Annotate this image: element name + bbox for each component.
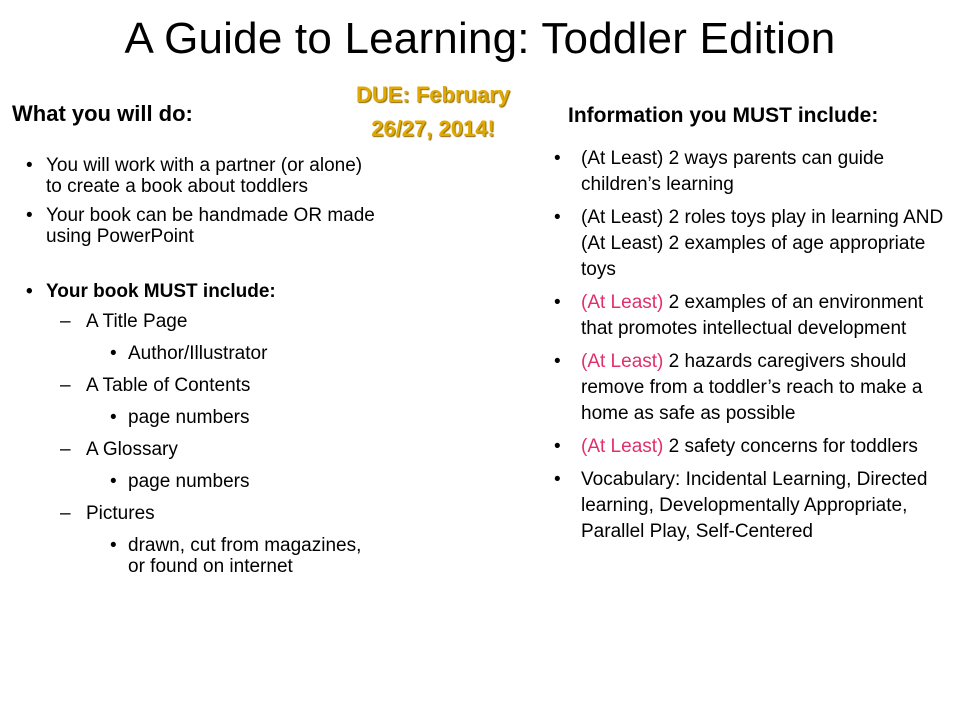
right-column-body — [552, 146, 947, 552]
info-item-prefix: (At Least) — [581, 292, 664, 313]
info-item-text: 2 examples of an environment that promotes intellectual development — [581, 292, 924, 339]
must-include-subitem: • page numbers — [26, 407, 376, 428]
info-item-text: (At Least) 2 roles toys play in learning AND (At Least) 2 examples of age appropriate toys — [581, 207, 944, 280]
info-item-highlighted — [552, 434, 947, 460]
list-item-must-include: • Your book MUST include: — [26, 281, 376, 302]
due-date-line-1: DUE: February — [355, 82, 511, 107]
must-include-item: – A Title Page — [26, 311, 376, 332]
info-item-text: (At Least) 2 ways parents can guide children’s learning — [581, 148, 885, 195]
must-include-subitem: • Author/Illustrator — [26, 343, 376, 364]
info-item — [552, 205, 947, 283]
info-item-text: 2 safety concerns for toddlers — [663, 436, 918, 457]
slide-title: A Guide to Learning: Toddler Edition — [124, 14, 836, 63]
list-item: • Your book can be handmade OR made using PowerPoint — [26, 205, 376, 247]
info-item-highlighted — [552, 349, 947, 427]
right-column-heading: Information you MUST include: — [568, 104, 879, 127]
must-include-item: – Pictures — [26, 503, 376, 524]
left-column-body — [26, 155, 376, 577]
info-item-text: 2 hazards caregivers should remove from a toddler’s reach to make a home as safe as possible — [581, 351, 923, 424]
info-item-prefix: (At Least) — [581, 436, 664, 457]
info-item-highlighted — [552, 290, 947, 342]
must-include-list — [26, 311, 376, 577]
must-include-item: – A Glossary — [26, 439, 376, 460]
info-item — [552, 146, 947, 198]
list-item: • You will work with a partner (or alone) to create a book about toddlers — [26, 155, 376, 197]
must-include-subitem: • page numbers — [26, 471, 376, 492]
due-date-line-2: 26/27, 2014! — [371, 116, 495, 141]
info-item-prefix: (At Least) — [581, 351, 664, 372]
due-date-callout — [318, 78, 548, 146]
must-include-item: – A Table of Contents — [26, 375, 376, 396]
info-item-text: Vocabulary: Incidental Learning, Directed learning, Developmentally Appropriate, Parallel Play, Self-Centered — [581, 469, 928, 542]
must-include-subitem: • drawn, cut from magazines, or found on internet — [26, 535, 376, 577]
info-item-vocabulary — [552, 467, 947, 545]
left-column-heading: What you will do: — [12, 101, 193, 126]
